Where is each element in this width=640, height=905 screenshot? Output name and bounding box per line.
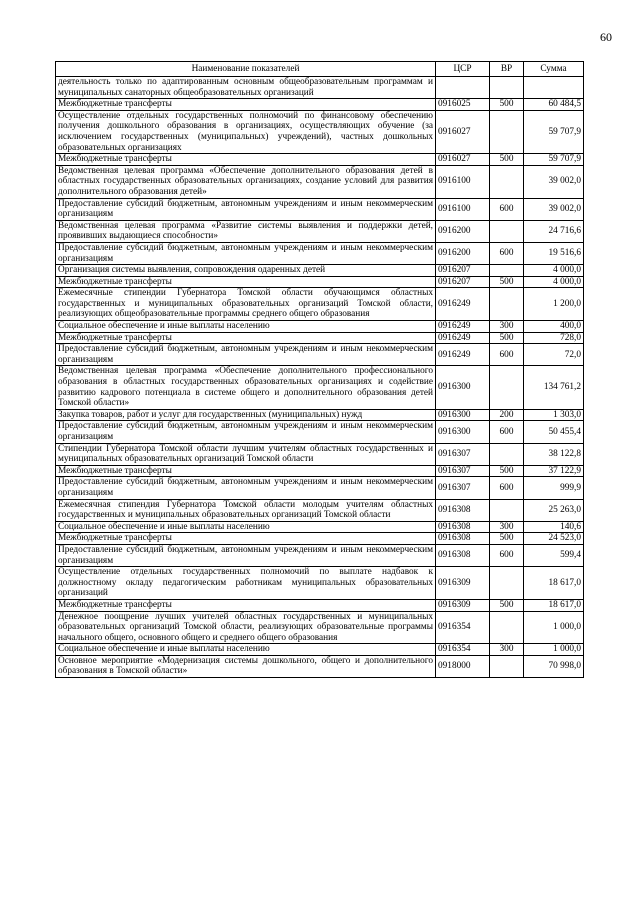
- row-sum-cell: 24 716,6: [524, 220, 584, 242]
- row-csr-cell: 0916249: [436, 344, 490, 366]
- row-sum-cell: 59 707,9: [524, 110, 584, 153]
- row-name-cell: Денежное поощрение лучших учителей областных государственных и муниципальных образовательных организаций Томской области, реализующих образовательные программы начального общего, основного общего и среднего общего образования: [56, 611, 436, 644]
- row-vr-cell: 600: [490, 421, 524, 443]
- row-vr-cell: [490, 110, 524, 153]
- row-csr-cell: 0916309: [436, 599, 490, 611]
- table-row: [56, 265, 584, 277]
- row-name-cell: Ведомственная целевая программа «Обеспечение дополнительного образования детей в областных государственных образовательных организациях, создание условий для развития дополнительного образования детей»: [56, 165, 436, 198]
- row-csr-cell: 0916308: [436, 544, 490, 566]
- row-csr-cell: 0916300: [436, 409, 490, 421]
- row-name-cell: Социальное обеспечение и иные выплаты населению: [56, 321, 436, 333]
- row-sum-cell: 728,0: [524, 332, 584, 344]
- table-row: [56, 366, 584, 409]
- row-csr-cell: 0916309: [436, 567, 490, 600]
- row-vr-cell: 500: [490, 599, 524, 611]
- table-row: [56, 288, 584, 321]
- row-sum-cell: 70 998,0: [524, 655, 584, 677]
- row-sum-cell: 39 002,0: [524, 165, 584, 198]
- row-sum-cell: 19 516,6: [524, 242, 584, 264]
- row-csr-cell: 0916027: [436, 154, 490, 166]
- row-vr-cell: 600: [490, 242, 524, 264]
- row-sum-cell: 72,0: [524, 344, 584, 366]
- row-vr-cell: [490, 567, 524, 600]
- row-csr-cell: 0916354: [436, 611, 490, 644]
- row-name-cell: Стипендии Губернатора Томской области лучшим учителям областных государственных и муниципальных образовательных организаций Томской области: [56, 443, 436, 465]
- table-row: [56, 198, 584, 220]
- row-sum-cell: 37 122,9: [524, 465, 584, 477]
- row-vr-cell: [490, 288, 524, 321]
- table-row: [56, 409, 584, 421]
- row-sum-cell: 39 002,0: [524, 198, 584, 220]
- table-row: [56, 599, 584, 611]
- row-name-cell: Межбюджетные трансферты: [56, 465, 436, 477]
- row-csr-cell: 0916308: [436, 499, 490, 521]
- row-csr-cell: 0916200: [436, 242, 490, 264]
- row-name-cell: Ежемесячные стипендии Губернатора Томской области обучающимся областных государственных и муниципальных образовательных организаций Томской области, реализующих общеобразовательные программы среднего общего образования: [56, 288, 436, 321]
- row-sum-cell: 4 000,0: [524, 265, 584, 277]
- row-vr-cell: 300: [490, 521, 524, 533]
- row-vr-cell: 200: [490, 409, 524, 421]
- table-row: [56, 110, 584, 153]
- table-row: [56, 421, 584, 443]
- row-name-cell: Социальное обеспечение и иные выплаты населению: [56, 521, 436, 533]
- row-sum-cell: 60 484,5: [524, 99, 584, 111]
- row-sum-cell: [524, 77, 584, 99]
- table-row: [56, 567, 584, 600]
- row-csr-cell: 0916025: [436, 99, 490, 111]
- row-vr-cell: 500: [490, 276, 524, 288]
- row-sum-cell: 134 761,2: [524, 366, 584, 409]
- row-vr-cell: [490, 611, 524, 644]
- row-csr-cell: 0916100: [436, 165, 490, 198]
- row-csr-cell: 0916249: [436, 321, 490, 333]
- row-name-cell: Предоставление субсидий бюджетным, автономным учреждениям и иным некоммерческим организациям: [56, 344, 436, 366]
- table-row: [56, 99, 584, 111]
- row-name-cell: Межбюджетные трансферты: [56, 154, 436, 166]
- row-vr-cell: [490, 366, 524, 409]
- row-vr-cell: [490, 165, 524, 198]
- row-vr-cell: [490, 220, 524, 242]
- table-row: [56, 77, 584, 99]
- row-sum-cell: 999,9: [524, 477, 584, 499]
- row-csr-cell: 0916300: [436, 421, 490, 443]
- row-name-cell: Ведомственная целевая программа «Обеспечение дополнительного профессионального образования в областных государственных образовательных организациях и содействие развитию кадрового потенциала в системе общего и дополнительного образования детей Томской области»: [56, 366, 436, 409]
- row-name-cell: Предоставление субсидий бюджетным, автономным учреждениям и иным некоммерческим организациям: [56, 421, 436, 443]
- row-sum-cell: 599,4: [524, 544, 584, 566]
- row-name-cell: Предоставление субсидий бюджетным, автономным учреждениям и иным некоммерческим организациям: [56, 198, 436, 220]
- table-row: [56, 644, 584, 656]
- table-row: [56, 154, 584, 166]
- header-vr: ВР: [490, 62, 524, 77]
- row-sum-cell: 4 000,0: [524, 276, 584, 288]
- row-vr-cell: 500: [490, 332, 524, 344]
- row-sum-cell: 400,0: [524, 321, 584, 333]
- row-csr-cell: 0916300: [436, 366, 490, 409]
- row-name-cell: Ведомственная целевая программа «Развитие системы выявления и поддержки детей, проявивших выдающиеся способности»: [56, 220, 436, 242]
- table-header-row: [56, 62, 584, 77]
- row-name-cell: Осуществление отдельных государственных полномочий по финансовому обеспечению получения дошкольного образования в организациях, осуществляющих обучение (за исключением государственных (муниципальных) учреждений), частных дошкольных образовательных организациях: [56, 110, 436, 153]
- row-sum-cell: 140,6: [524, 521, 584, 533]
- row-vr-cell: [490, 77, 524, 99]
- row-sum-cell: 1 000,0: [524, 644, 584, 656]
- row-vr-cell: 300: [490, 321, 524, 333]
- row-csr-cell: 0916207: [436, 276, 490, 288]
- row-sum-cell: 38 122,8: [524, 443, 584, 465]
- row-csr-cell: 0916200: [436, 220, 490, 242]
- row-sum-cell: 18 617,0: [524, 599, 584, 611]
- table-row: [56, 544, 584, 566]
- row-csr-cell: 0916307: [436, 443, 490, 465]
- row-csr-cell: 0916308: [436, 521, 490, 533]
- row-csr-cell: 0916308: [436, 533, 490, 545]
- row-sum-cell: 50 455,4: [524, 421, 584, 443]
- table-row: [56, 465, 584, 477]
- row-sum-cell: 25 263,0: [524, 499, 584, 521]
- row-name-cell: Межбюджетные трансферты: [56, 332, 436, 344]
- row-name-cell: Закупка товаров, работ и услуг для государственных (муниципальных) нужд: [56, 409, 436, 421]
- table-row: [56, 165, 584, 198]
- row-csr-cell: 0916100: [436, 198, 490, 220]
- row-name-cell: Основное мероприятие «Модернизация системы дошкольного, общего и дополнительного образования в Томской области»: [56, 655, 436, 677]
- row-vr-cell: [490, 499, 524, 521]
- row-csr-cell: 0918000: [436, 655, 490, 677]
- row-vr-cell: 300: [490, 644, 524, 656]
- row-csr-cell: 0916249: [436, 332, 490, 344]
- table-row: [56, 344, 584, 366]
- row-name-cell: Организация системы выявления, сопровождения одаренных детей: [56, 265, 436, 277]
- row-name-cell: Предоставление субсидий бюджетным, автономным учреждениям и иным некоммерческим организациям: [56, 544, 436, 566]
- table-row: [56, 443, 584, 465]
- row-name-cell: Межбюджетные трансферты: [56, 599, 436, 611]
- table-row: [56, 521, 584, 533]
- table-row: [56, 220, 584, 242]
- row-vr-cell: 500: [490, 154, 524, 166]
- table-row: [56, 242, 584, 264]
- row-vr-cell: 600: [490, 198, 524, 220]
- row-sum-cell: 24 523,0: [524, 533, 584, 545]
- table-row: [56, 321, 584, 333]
- row-csr-cell: 0916354: [436, 644, 490, 656]
- table-row: [56, 477, 584, 499]
- row-name-cell: Межбюджетные трансферты: [56, 276, 436, 288]
- row-sum-cell: 59 707,9: [524, 154, 584, 166]
- header-csr: ЦСР: [436, 62, 490, 77]
- row-vr-cell: 600: [490, 477, 524, 499]
- row-csr-cell: 0916307: [436, 477, 490, 499]
- row-name-cell: Предоставление субсидий бюджетным, автономным учреждениям и иным некоммерческим организациям: [56, 242, 436, 264]
- row-vr-cell: 500: [490, 465, 524, 477]
- row-name-cell: Социальное обеспечение и иные выплаты населению: [56, 644, 436, 656]
- row-vr-cell: 500: [490, 99, 524, 111]
- row-vr-cell: [490, 655, 524, 677]
- row-csr-cell: [436, 77, 490, 99]
- row-name-cell: Межбюджетные трансферты: [56, 533, 436, 545]
- table-row: [56, 611, 584, 644]
- row-sum-cell: 1 000,0: [524, 611, 584, 644]
- row-vr-cell: 600: [490, 544, 524, 566]
- row-csr-cell: 0916207: [436, 265, 490, 277]
- row-sum-cell: 1 200,0: [524, 288, 584, 321]
- table-row: [56, 499, 584, 521]
- row-name-cell: Осуществление отдельных государственных полномочий по выплате надбавок к должностному окладу педагогическим работникам муниципальных образовательных организаций: [56, 567, 436, 600]
- table-row: [56, 276, 584, 288]
- row-csr-cell: 0916249: [436, 288, 490, 321]
- row-vr-cell: [490, 265, 524, 277]
- row-sum-cell: 1 303,0: [524, 409, 584, 421]
- row-csr-cell: 0916307: [436, 465, 490, 477]
- page-number: 60: [600, 30, 612, 44]
- row-name-cell: Ежемесячная стипендия Губернатора Томской области молодым учителям областных государственных и муниципальных образовательных организаций Томской области: [56, 499, 436, 521]
- table-row: [56, 533, 584, 545]
- budget-table: [55, 61, 584, 678]
- header-name: Наименование показателей: [56, 62, 436, 77]
- row-name-cell: Межбюджетные трансферты: [56, 99, 436, 111]
- table-row: [56, 332, 584, 344]
- row-vr-cell: 600: [490, 344, 524, 366]
- row-csr-cell: 0916027: [436, 110, 490, 153]
- table-row: [56, 655, 584, 677]
- row-name-cell: деятельность только по адаптированным основным общеобразовательным программам и муниципальных санаторных общеобразовательных организаций: [56, 77, 436, 99]
- row-vr-cell: [490, 443, 524, 465]
- row-vr-cell: 500: [490, 533, 524, 545]
- header-sum: Сумма: [524, 62, 584, 77]
- row-name-cell: Предоставление субсидий бюджетным, автономным учреждениям и иным некоммерческим организациям: [56, 477, 436, 499]
- row-sum-cell: 18 617,0: [524, 567, 584, 600]
